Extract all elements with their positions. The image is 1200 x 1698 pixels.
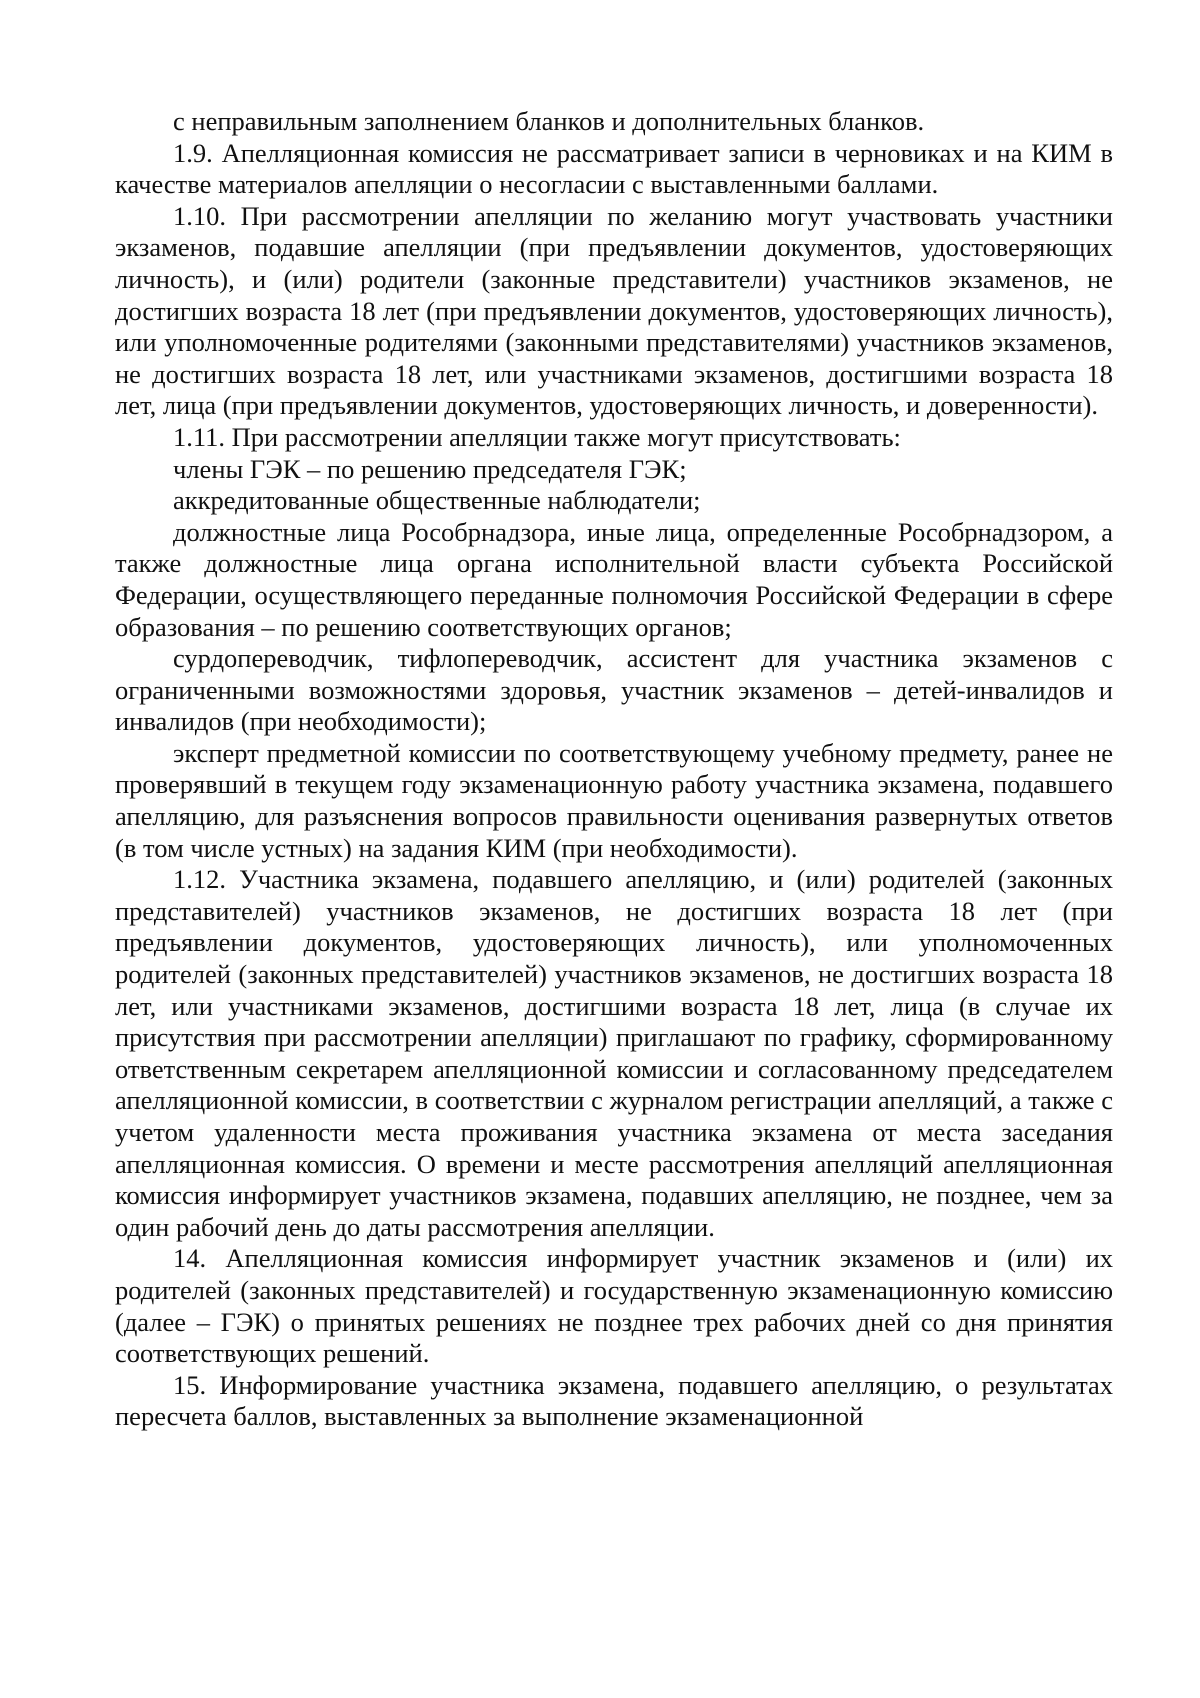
paragraph-15: 15. Информирование участника экзамена, подавшего апелляцию, о результатах пересчета баллов, выставленных за выполнение экзаменационной: [115, 1369, 1113, 1432]
paragraph-1-10: 1.10. При рассмотрении апелляции по желанию могут участвовать участники экзаменов, подавшие апелляции (при предъявлении документов, удостоверяющих личность), и (или) родители (законные представители) участников экзаменов, не достигших возраста 18 лет (при предъявлении документов, удостоверяющих личность), или уполномоченные родителями (законными представителями) участников экзаменов, не достигших возраста 18 лет, или участниками экзаменов, достигшими возраста 18 лет, лица (при предъявлении документов, удостоверяющих личность, и доверенности).: [115, 200, 1113, 421]
list-item-officials: должностные лица Рособрнадзора, иные лица, определенные Рособрнадзором, а также должностные лица органа исполнительной власти субъекта Российской Федерации, осуществляющего переданные полномочия Российской Федерации в сфере образования – по решению соответствующих органов;: [115, 516, 1113, 642]
list-item-gek-members: члены ГЭК – по решению председателя ГЭК;: [173, 453, 687, 484]
paragraph-1-9: 1.9. Апелляционная комиссия не рассматривает записи в черновиках и на КИМ в качестве материалов апелляции о несогласии с выставленными баллами.: [115, 137, 1113, 200]
paragraph-continuation: с неправильным заполнением бланков и дополнительных бланков.: [173, 106, 925, 136]
document-page: [115, 106, 1113, 1433]
paragraph-1-12: 1.12. Участника экзамена, подавшего апелляцию, и (или) родителей (законных представителей) участников экзаменов, не достигших возраста 18 лет (при предъявлении документов, удостоверяющих личность), или уполномоченных родителей (законных представителей) участников экзаменов, не достигших возраста 18 лет, или участниками экзаменов, достигшими возраста 18 лет, лица (в случае их присутствия при рассмотрении апелляции) приглашают по графику, сформированному ответственным секретарем апелляционной комиссии и согласованному председателем апелляционной комиссии, в соответствии с журналом регистрации апелляций, а также с учетом удаленности места проживания участника экзамена от места заседания апелляционная комиссия. О времени и месте рассмотрения апелляций апелляционная комиссия информирует участников экзамена, подавших апелляцию, не позднее, чем за один рабочий день до даты рассмотрения апелляции.: [115, 864, 1113, 1242]
paragraph-1-11: 1.11. При рассмотрении апелляции также могут присутствовать:: [173, 421, 901, 452]
list-item-observers: аккредитованные общественные наблюдатели;: [173, 485, 701, 516]
list-item-interpreters: сурдопереводчик, тифлопереводчик, ассистент для участника экзаменов с ограниченными возможностями здоровья, участник экзаменов – детей-инвалидов и инвалидов (при необходимости);: [115, 643, 1113, 737]
paragraph-14: 14. Апелляционная комиссия информирует участник экзаменов и (или) их родителей (законных представителей) и государственную экзаменационную комиссию (далее – ГЭК) о принятых решениях не позднее трех рабочих дней со дня принятия соответствующих решений.: [115, 1243, 1113, 1369]
list-item-expert: эксперт предметной комиссии по соответствующему учебному предмету, ранее не проверявший в текущем году экзаменационную работу участника экзамена, подавшего апелляцию, для разъяснения вопросов правильности оценивания развернутых ответов (в том числе устных) на задания КИМ (при необходимости).: [115, 737, 1113, 863]
